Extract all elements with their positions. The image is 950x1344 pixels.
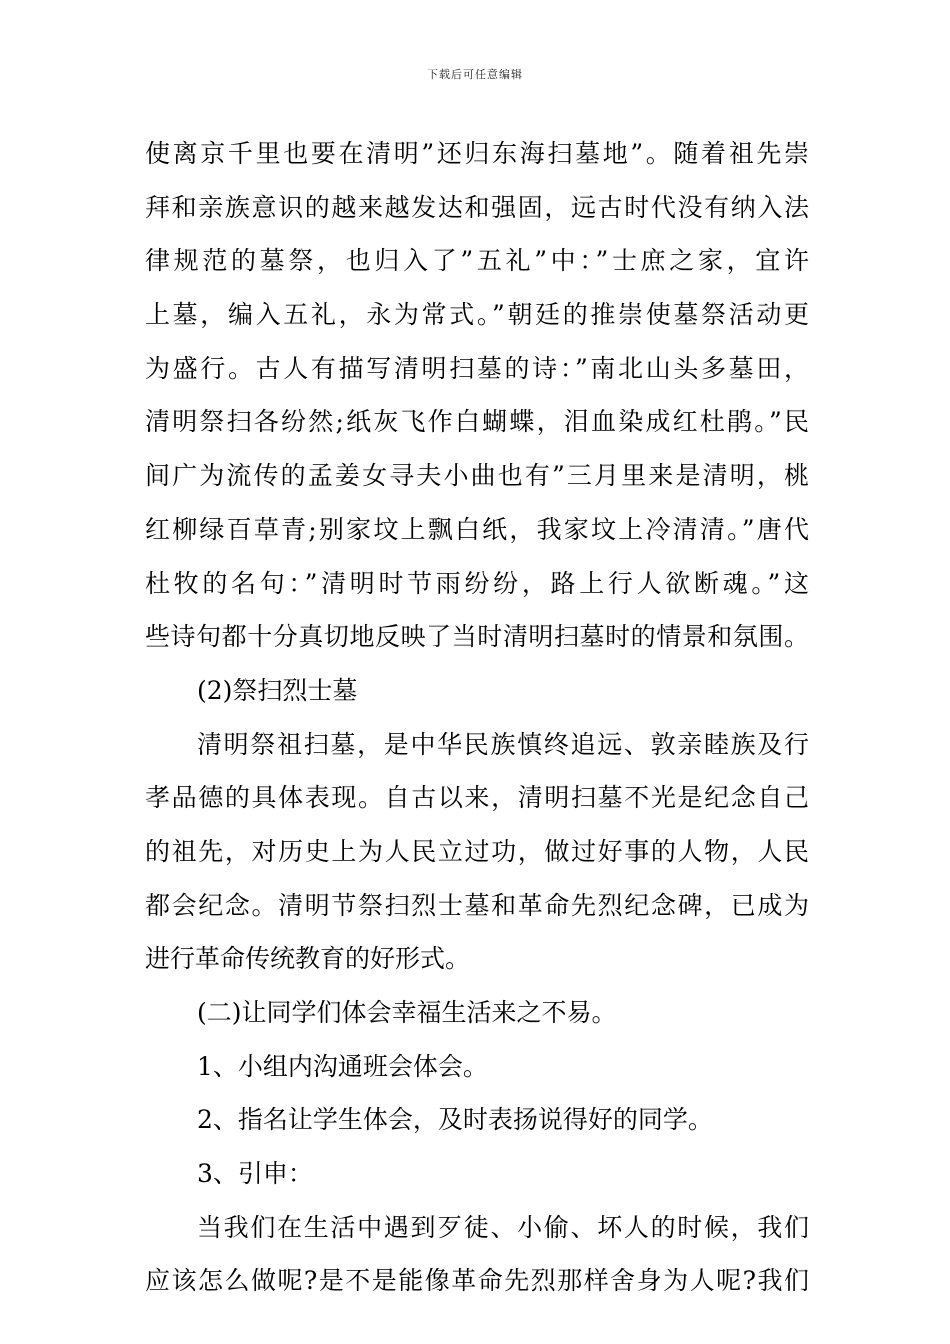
section-heading: (2)祭扫烈士墓 [197,675,358,705]
page-header-note: 下载后可任意编辑 [427,68,523,81]
body-line: 些诗句都十分真切地反映了当时清明扫墓时的情景和氛围。 [145,622,809,652]
paragraph-first-line: 清明祭祖扫墓，是中华民族慎终追远、敦亲睦族及行 [197,729,809,759]
body-line: 红柳绿百草青;别家坟上飘白纸，我家坟上冷清清。”唐代 [145,514,809,544]
body-line: 使离京千里也要在清明”还归东海扫墓地”。随着祖先崇 [145,139,809,168]
list-item: 1、小组内沟通班会体会。 [197,1051,488,1081]
body-line: 应该怎么做呢?是不是能像革命先烈那样舍身为人呢?我们 [145,1266,809,1296]
list-item: 3、引申： [197,1159,313,1189]
section-heading: (二)让同学们体会幸福生活来之不易。 [197,998,617,1027]
body-line: 上墓，编入五礼，永为常式。”朝廷的推崇使墓祭活动更 [145,300,809,330]
document-body [145,127,809,1308]
body-line: 进行革命传统教育的好形式。 [145,944,471,974]
body-line: 杜牧的名句：”清明时节雨纷纷，路上行人欲断魂。”这 [145,568,809,598]
body-line: 孝品德的具体表现。自古以来，清明扫墓不光是纪念自己 [145,783,809,813]
paragraph-first-line: 当我们在生活中遇到歹徒、小偷、坏人的时候，我们 [197,1212,809,1242]
list-item: 2、指名让学生体会，及时表扬说得好的同学。 [197,1105,713,1135]
body-line: 清明祭扫各纷然;纸灰飞作白蝴蝶，泪血染成红杜鹃。”民 [145,407,809,437]
body-line: 都会纪念。清明节祭扫烈士墓和革命先烈纪念碑，已成为 [145,890,809,920]
body-line: 为盛行。古人有描写清明扫墓的诗：”南北山头多墓田， [145,353,809,383]
body-line: 间广为流传的孟姜女寻夫小曲也有”三月里来是清明，桃 [145,461,809,491]
body-line: 的祖先，对历史上为人民立过功，做过好事的人物，人民 [145,836,809,866]
body-line: 律规范的墓祭，也归入了”五礼”中：”士庶之家，宜许 [145,246,809,276]
body-line: 拜和亲族意识的越来越发达和强固，远古时代没有纳入法 [145,192,809,222]
